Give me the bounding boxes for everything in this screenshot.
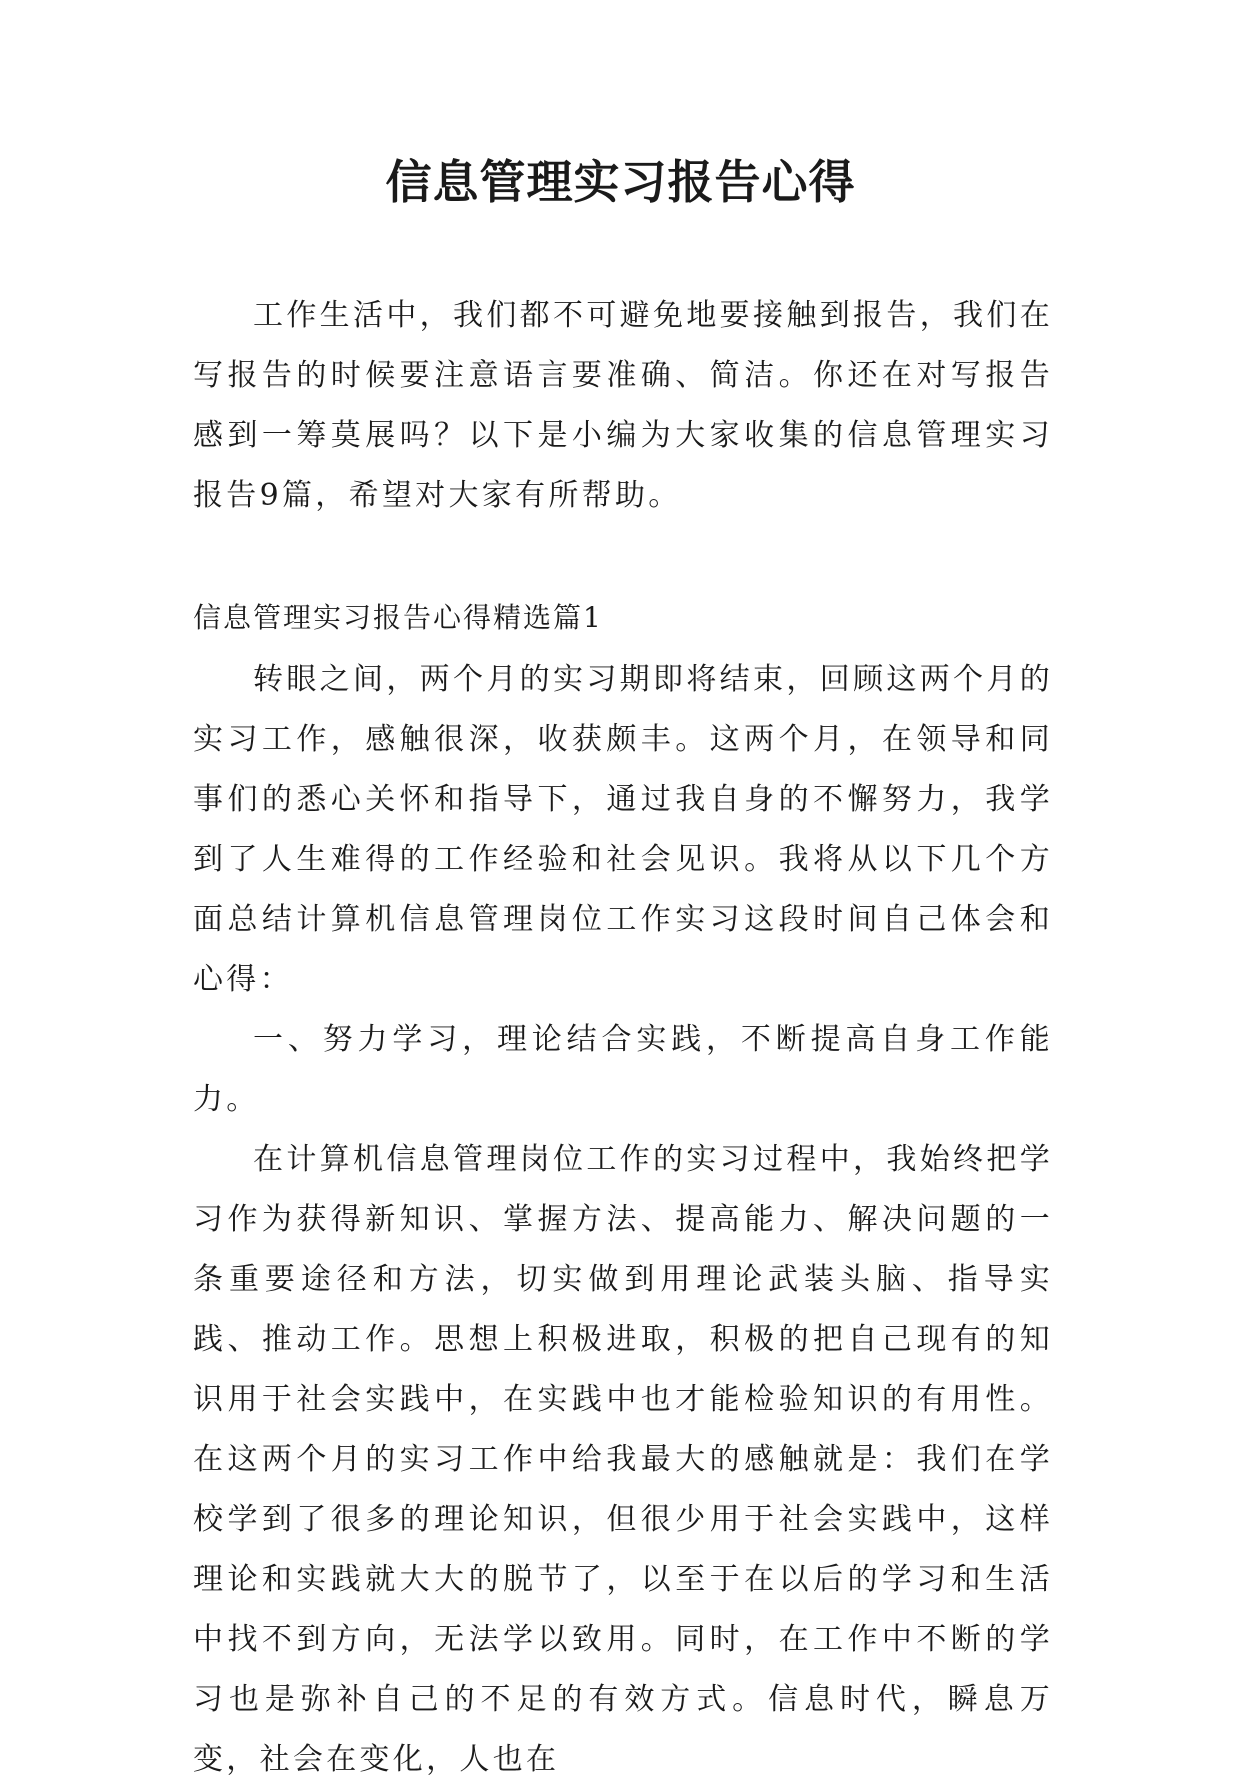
intro-paragraph: 工作生活中，我们都不可避免地要接触到报告，我们在写报告的时候要注意语言要准确、简洁。你还在对写报告感到一筹莫展吗？以下是小编为大家收集的信息管理实习报告9篇，希望对大家有所帮助。 [193,298,1053,513]
body-paragraph: 在计算机信息管理岗位工作的实习过程中，我始终把学习作为获得新知识、掌握方法、提高能力、解决问题的一条重要途径和方法，切实做到用理论武装头脑、指导实践、推动工作。思想上积极进取，积极的把自己现有的知识用于社会实践中，在实践中也才能检验知识的有用性。在这两个月的实习工作中给我最大的感触就是：我们在学校学到了很多的理论知识，但很少用于社会实践中，这样理论和实践就大大的脱节了，以至于在以后的学习和生活中找不到方向，无法学以致用。同时，在工作中不断的学习也是弥补自己的不足的有效方式。信息时代，瞬息万变，社会在变化，人也在 [193,1142,1053,1777]
body-paragraph: 转眼之间，两个月的实习期即将结束，回顾这两个月的实习工作，感触很深，收获颇丰。这两个月，在领导和同事们的悉心关怀和指导下，通过我自身的不懈努力，我学到了人生难得的工作经验和社会见识。我将从以下几个方面总结计算机信息管理岗位工作实习这段时间自己体会和心得： [193,662,1053,997]
document-body [193,286,1053,1790]
section-heading: 信息管理实习报告心得精选篇1 [193,601,603,634]
body-paragraph: 一、努力学习，理论结合实践，不断提高自身工作能力。 [193,1022,1053,1117]
document-title: 信息管理实习报告心得 [385,155,856,209]
